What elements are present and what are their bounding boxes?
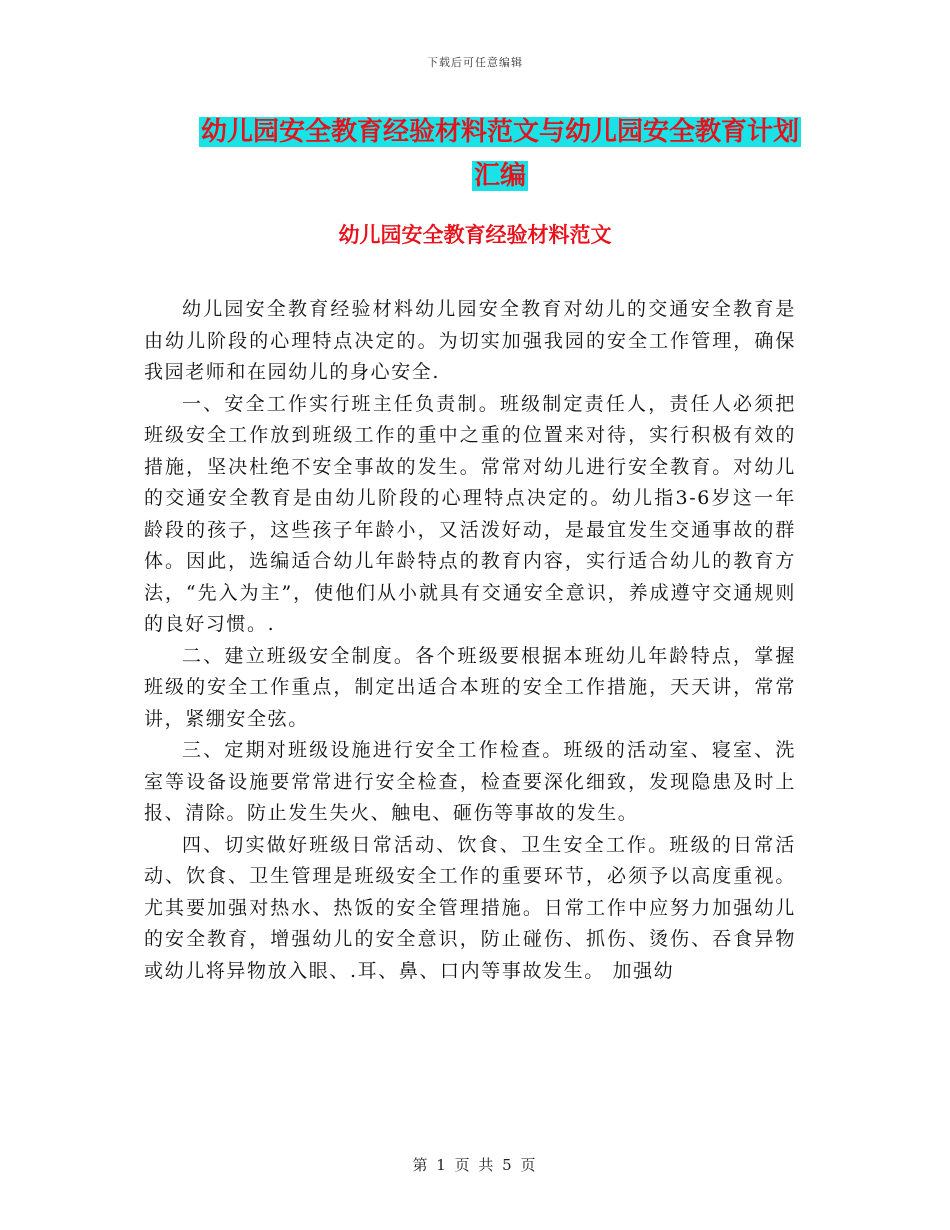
document-title-line2: 汇编 bbox=[473, 161, 526, 191]
document-body bbox=[144, 294, 796, 987]
header-note: 下载后可任意编辑 bbox=[427, 56, 523, 69]
document-title-line1: 幼儿园安全教育经验材料范文与幼儿园安全教育计划 bbox=[200, 117, 799, 147]
paragraph: 三、定期对班级设施进行安全工作检查。班级的活动室、寝室、洗室等设备设施要常常进行安全检查，检查要深化细致，发现隐患及时上报、清除。防止发生失火、触电、砸伤等事故的发生。 bbox=[144, 739, 796, 824]
paragraph: 四、切实做好班级日常活动、饮食、卫生安全工作。班级的日常活动、饮食、卫生管理是班级安全工作的重要环节，必须予以高度重视。尤其要加强对热水、热饭的安全管理措施。日常工作中应努力加强幼儿的安全教育，增强幼儿的安全意识，防止碰伤、抓伤、烫伤、吞食异物或幼儿将异物放入眼、.耳、鼻、口内等事故发生。 加强幼 bbox=[144, 833, 796, 982]
page-number: 第 1 页 共 5 页 bbox=[412, 1156, 538, 1174]
paragraph: 二、建立班级安全制度。各个班级要根据本班幼儿年龄特点，掌握班级的安全工作重点，制定出适合本班的安全工作措施，天天讲，常常讲，紧绷安全弦。 bbox=[144, 644, 796, 730]
paragraph: 一、安全工作实行班主任负责制。班级制定责任人，责任人必须把班级安全工作放到班级工作的重中之重的位置来对待，实行积极有效的措施，坚决杜绝不安全事故的发生。常常对幼儿进行安全教育。对幼儿的交通安全教育是由幼儿阶段的心理特点决定的。幼儿指3-6岁这一年龄段的孩子，这些孩子年龄小，又活泼好动，是最宜发生交通事故的群体。因此，选编适合幼儿年龄特点的教育内容，实行适合幼儿的教育方法，“先入为主”，使他们从小就具有交通安全意识，养成遵守交通规则的良好习惯。. bbox=[144, 392, 796, 635]
section-title: 幼儿园安全教育经验材料范文 bbox=[338, 223, 612, 247]
paragraph: 幼儿园安全教育经验材料幼儿园安全教育对幼儿的交通安全教育是由幼儿阶段的心理特点决定的。为切实加强我园的安全工作管理，确保我园老师和在园幼儿的身心安全. bbox=[144, 298, 796, 383]
document-title bbox=[150, 110, 850, 198]
